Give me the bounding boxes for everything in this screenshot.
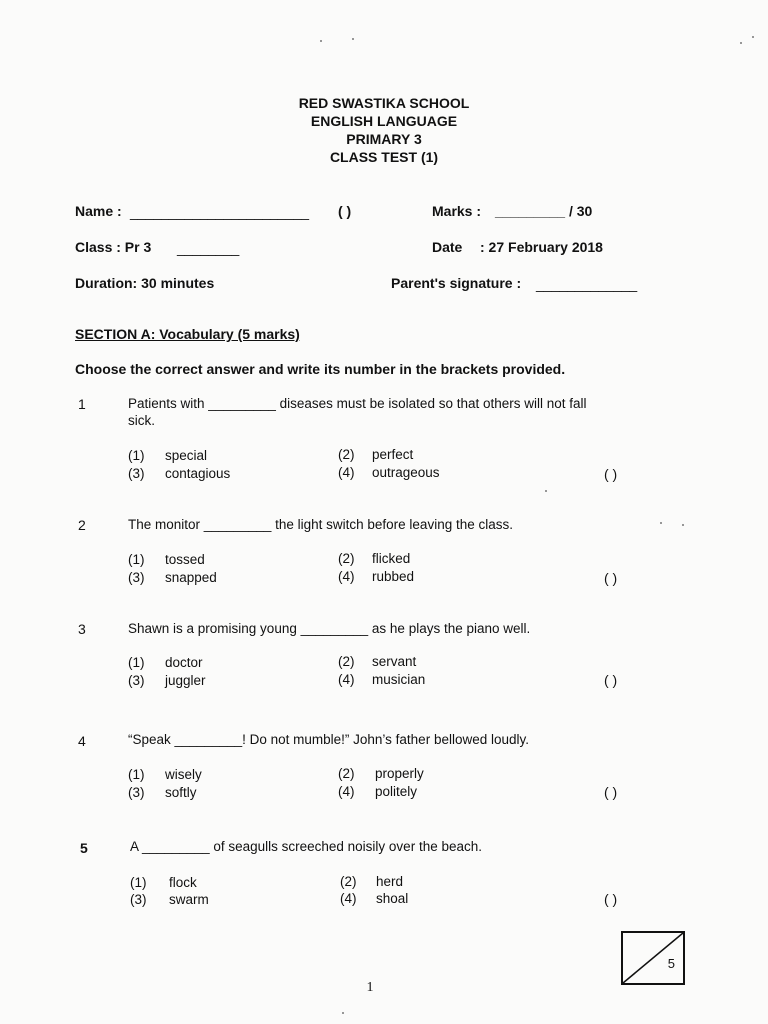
section-score-box[interactable] (621, 931, 685, 985)
option-number: (4) (338, 569, 355, 584)
answer-bracket[interactable]: ( ) (604, 672, 618, 688)
option-number: (2) (338, 766, 355, 781)
option-number: (3) (128, 466, 145, 481)
question-number: 4 (78, 733, 86, 749)
option-text: doctor (165, 655, 203, 670)
question-number: 2 (78, 517, 86, 533)
question-text: Patients with _________ diseases must be isolated so that others will not fall (128, 396, 587, 411)
option-number: (2) (338, 654, 355, 669)
option-text: flock (169, 875, 197, 890)
question-text-continued: sick. (128, 413, 155, 428)
name-label: Name : (75, 203, 122, 219)
option-number: (1) (128, 448, 145, 463)
option-number: (2) (340, 874, 357, 889)
date-value: : 27 February 2018 (480, 239, 603, 255)
option-text: politely (375, 784, 418, 799)
option-number: (4) (338, 465, 355, 480)
name-field[interactable]: _______________________ (130, 204, 310, 220)
option-number: (1) (128, 552, 145, 567)
option-text: shoal (376, 891, 409, 906)
option-text: servant (372, 654, 417, 669)
question-text: “Speak _________! Do not mumble!” John’s father bellowed loudly. (128, 732, 529, 747)
question-text: The monitor _________ the light switch before leaving the class. (128, 517, 513, 532)
question-number: 1 (78, 396, 86, 412)
question-text: Shawn is a promising young _________ as he plays the piano well. (128, 621, 531, 636)
option-number: (1) (128, 767, 145, 782)
option-text: wisely (165, 767, 202, 782)
option-number: (1) (128, 655, 145, 670)
register-number-field[interactable]: ( ) (338, 203, 352, 219)
option-number: (4) (338, 672, 355, 687)
option-number: (3) (128, 570, 145, 585)
option-text: perfect (372, 447, 414, 462)
scan-speck (752, 36, 754, 38)
scan-speck (352, 38, 354, 40)
option-text: contagious (165, 466, 231, 481)
option-number: (4) (340, 891, 357, 906)
class-label: Class : Pr 3 (75, 239, 152, 255)
option-text: swarm (169, 892, 209, 907)
scan-speck (545, 490, 547, 492)
scan-speck (320, 40, 322, 42)
option-text: softly (165, 785, 197, 800)
duration-text: Duration: 30 minutes (75, 275, 215, 291)
section-instruction: Choose the correct answer and write its number in the brackets provided. (75, 361, 566, 377)
marks-field[interactable]: _________ / 30 (495, 203, 593, 219)
signature-label: Parent's signature : (391, 275, 522, 291)
question-number: 5 (80, 840, 88, 856)
scan-speck (342, 1012, 344, 1014)
test-title: CLASS TEST (1) (329, 149, 439, 165)
option-text: juggler (165, 673, 206, 688)
option-number: (2) (338, 551, 355, 566)
subject-title: ENGLISH LANGUAGE (310, 113, 458, 129)
school-name: RED SWASTIKA SCHOOL (298, 95, 470, 111)
scan-speck (740, 42, 742, 44)
answer-bracket[interactable]: ( ) (604, 891, 618, 907)
question-number: 3 (78, 621, 86, 637)
section-title: SECTION A: Vocabulary (5 marks) (75, 326, 300, 342)
date-label: Date (432, 239, 463, 255)
option-text: flicked (372, 551, 411, 566)
scan-speck (682, 524, 684, 526)
option-text: herd (376, 874, 404, 889)
option-text: special (165, 448, 208, 463)
option-text: tossed (165, 552, 205, 567)
option-text: snapped (165, 570, 217, 585)
answer-bracket[interactable]: ( ) (604, 784, 618, 800)
answer-bracket[interactable]: ( ) (604, 570, 618, 586)
level-title: PRIMARY 3 (346, 131, 422, 147)
page-number: 1 (366, 980, 374, 995)
option-text: outrageous (372, 465, 440, 480)
option-text: rubbed (372, 569, 415, 584)
scan-speck (660, 522, 662, 524)
answer-bracket[interactable]: ( ) (604, 466, 618, 482)
option-number: (1) (130, 875, 147, 890)
section-total-marks: 5 (667, 956, 675, 971)
option-text: properly (375, 766, 424, 781)
option-number: (3) (128, 673, 145, 688)
class-field[interactable]: ________ (177, 240, 240, 256)
option-number: (3) (128, 785, 145, 800)
option-number: (2) (338, 447, 355, 462)
marks-label: Marks : (432, 203, 482, 219)
signature-field[interactable]: _____________ (536, 276, 638, 292)
question-text: A _________ of seagulls screeched noisily over the beach. (130, 839, 482, 854)
option-number: (4) (338, 784, 355, 799)
option-text: musician (372, 672, 426, 687)
option-number: (3) (130, 892, 147, 907)
